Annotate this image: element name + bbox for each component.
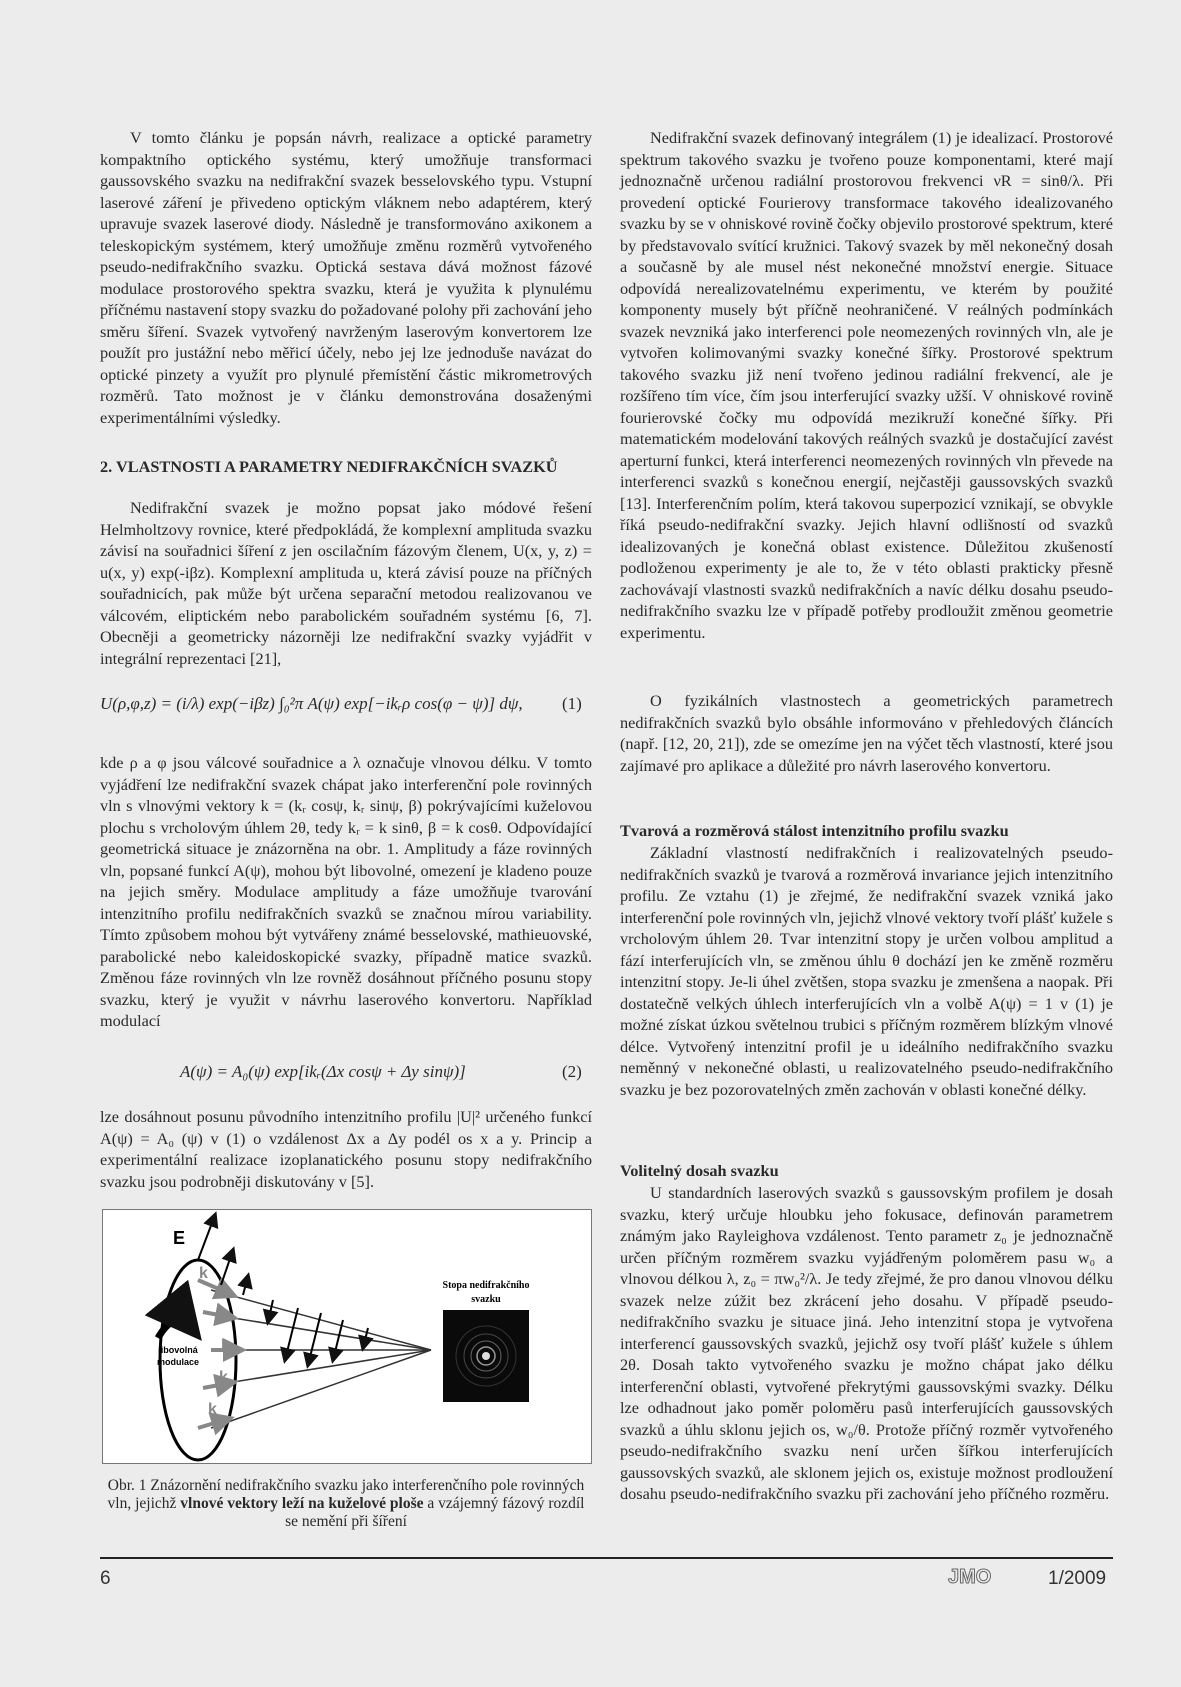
label-k: k: [219, 1305, 228, 1322]
equation-1: U(ρ,φ,z) = (i/λ) exp(−iβz) ∫₀²π A(ψ) exp[−ikᵣρ cos(φ − ψ)] dψ,: [100, 694, 523, 713]
paragraph-range: U standardních laserových svazků s gaussovským profilem je dosah svazku, který určuje hloubku jeho fokusace, definován parametrem známým jako Rayleighova vzdálenost. Tento parametr z₀ je jednoznačně určen příčným rozměrem svazku vyjádřeným poloměrem pasu w₀ a vlnovou délkou λ, z₀ = πw₀²/λ. Je tedy zřejmé, že pro danou vlnovou délku svazek nelze zúžit bez zkrácení jeho dosahu. V případě pseudo-nedifrakčního svazku je situace jiná. Jeho intenzitní stopa je vytvořena interferencí gaussovských svazků, jejichž osy tvoří plášť kužele s úhlem 2θ. Dosah takto vytvořeného svazku je možno chápat jako délku interferenční oblasti, vytvořené překrytými gaussovskými svazky. Délku lze odhadnout jako poměr poloměru pasů interferujících gaussovských svazků a úhlu sklonu jejich os, w₀/θ. Protože příčný rozměr vytvořeného pseudo-nedifrakčního svazku není určen šířkou interferujících gaussovských svazků, ale sklonem jejich os, existuje možnost prodloužení dosahu pseudo-nedifrakčního svazku při zachování jeho příčného rozměru.: [620, 1183, 1113, 1503]
spot-title: svazku: [471, 1294, 501, 1305]
label-E: E: [173, 1228, 186, 1248]
equation-2-number: (2): [562, 1062, 582, 1081]
figure-1: [102, 1209, 592, 1464]
modulation-label: modulace: [156, 1357, 200, 1367]
label-k: k: [219, 1369, 228, 1386]
subheading-range: Volitelný dosah svazku: [620, 1161, 779, 1180]
footer-rule: [100, 1557, 1113, 1559]
label-k: k: [208, 1401, 217, 1418]
label-k: k: [221, 1337, 230, 1354]
label-k: k: [199, 1265, 208, 1282]
journal-logo: JMO: [948, 1566, 992, 1588]
paragraph-shift: lze dosáhnout posunu původního intenzitního profilu |U|² určeného funkcí A(ψ) = A₀ (ψ) v (1) o vzdálenost Δx a Δy podél os x a y. Princip a experimentální realizace izoplanatického posunu stopy nedifrakčního svazku jsou podrobněji diskutovány v [5].: [100, 1107, 592, 1191]
paragraph-shape-stability: Základní vlastností nedifrakčních i realizovatelných pseudo-nedifrakčních svazků je tvarová a rozměrová invariance jejich intenzitního profilu. Ze vztahu (1) je zřejmé, že nedifrakční svazek vzniká jako interferenční pole rovinných vln, jejichž vlnové vektory tvoří plášť kužele s vrcholovým úhlem 2θ. Tvar intenzitní stopy je určen volbou amplitud a fází interferujících vln, se změnou úhlu θ dochází jen ke změně rozměru intenzitní stopy. Je-li úhel zvětšen, stopa svazku je zmenšena a naopak. Při dostatečně velkých úhlech interferujících vln a volbě A(ψ) = 1 v (1) je možné získat úzkou světelnou trubici s příčným rozměrem blízkým vlnové délce. Vytvořený intenzitní profil je u ideálního nedifrakčního svazku neměnný v nekonečné oblasti, u realizovatelného pseudo-nedifrakčního svazku je bez pozorovatelných změn zachován v oblasti konečné délky.: [620, 843, 1113, 1099]
modulation-label: libovolná: [158, 1345, 198, 1355]
paragraph-helmholtz: Nedifrakční svazek je možno popsat jako módové řešení Helmholtzovy rovnice, které předpokládá, že komplexní amplituda svazku závisí na souřadnici šíření z jen oscilačním fázovým členem, U(x, y, z) = u(x, y) exp(-iβz). Komplexní amplituda u, která závisí pouze na příčných souřadnicích, pak může být určena separační metodou realizovanou ve válcovém, eliptickém nebo parabolickém souřadném systému [6, 7]. Obecněji a geometricky názorněji lze nedifrakční svazky vyjádřit v integrální reprezentaci [21],: [100, 498, 592, 668]
nondiffracting-beam-diagram: [103, 1210, 591, 1463]
figure-caption: Obr. 1 Znázornění nedifrakčního svazku jako interferenčního pole rovinných vln, jejichž vlnové vektory leží na kuželové ploše a vzájemný fázový rozdíl se nemění při šíření: [107, 1477, 585, 1530]
equation-1-number: (1): [562, 694, 582, 713]
page-number: 6: [100, 1568, 111, 1589]
issue-number: 1/2009: [1048, 1568, 1107, 1589]
equation-2: A(ψ) = A₀(ψ) exp[ikᵣ(Δx cosψ + Δy sinψ)]: [180, 1062, 466, 1081]
section-heading: 2. VLASTNOSTI A PARAMETRY NEDIFRAKČNÍCH SVAZKŮ: [100, 457, 558, 476]
paragraph-overview: O fyzikálních vlastnostech a geometrických parametrech nedifrakčních svazků bylo obsáhle informováno v přehledových článcích (např. [12, 20, 21]), zde se omezíme jen na výčet těch vlastností, které jsou zajímavé pro aplikace a důležité pro návrh laserového konvertoru.: [620, 691, 1113, 775]
paragraph-cylindrical: kde ρ a φ jsou válcové souřadnice a λ označuje vlnovou délku. V tomto vyjádření lze nedifrakční svazek chápat jako interferenční pole rovinných vln s vlnovými vektory k = (kᵣ cosψ, kᵣ sinψ, β) pokrývajícími kuželovou plochu s vrcholovým úhlem 2θ, tedy kᵣ = k sinθ, β = k cosθ. Odpovídající geometrická situace je znázorněna na obr. 1. Amplitudy a fáze rovinných vln, popsané funkcí A(ψ), mohou být libovolné, omezení je kladeno pouze na jejich směry. Modulace amplitudy a fáze umožňuje tvarování intenzitního profilu nedifrakčních svazků se značnou mírou variability. Tímto způsobem mohou být vytvářeny známé besselovské, mathieuovské, parabolické nebo kaleidoskopické svazky, případně matice svazků. Změnou fáze rovinných vln lze rovněž dosáhnout příčného posunu stopy svazku, který je využit v návrhu laserového konvertoru. Například modulací: [100, 753, 592, 1030]
cone-rays: [211, 1290, 431, 1428]
subheading-shape-stability: Tvarová a rozměrová stálost intenzitního profilu svazku: [620, 821, 1009, 840]
intro-paragraph: V tomto článku je popsán návrh, realizace a optické parametry kompaktního optického systému, který umožňuje transformaci gaussovského svazku na nedifrakční svazek besselovského typu. Vstupní laserové záření je přivedeno optickým vláknem nebo adaptérem, který upravuje svazek laserové diody. Následně je transformováno axikonem a teleskopickým systémem, který umožňuje změnu rozměrů vytvořeného pseudo-nedifrakčního svazku. Optická sestava dává možnost fázové modulace prostorového spektra svazku, která je využita k plynulému příčnému nastavení stopy svazku do požadované polohy při zachování jeho směru šíření. Svazek vytvořený navrženým laserovým konvertorem lze použít pro justážní nebo měřicí účely, nebo jej lze jednoduše navázat do optické pinzety a využít pro plynulé přemístění částic mikrometrových rozměrů. Tato možnost je v článku demonstrována dosaženými experimentálními výsledky.: [100, 128, 592, 427]
beam-spot-image: [443, 1310, 529, 1402]
spot-title: Stopa nedifrakčního: [442, 1280, 530, 1291]
paragraph-idealization: Nedifrakční svazek definovaný integrálem (1) je idealizací. Prostorové spektrum takového svazku je tvořeno pouze komponentami, které mají jednoznačně určenou radiální prostorovou frekvenci νR = sinθ/λ. Při provedení optické Fourierovy transformace takového idealizovaného svazku by se v ohniskové rovině čočky objevilo prostorové spektrum, které by představovalo svítící kružnici. Takový svazek by měl nekonečný dosah a současně by ale musel nést nekonečné množství energie. Situace odpovídá nerealizovatelnému experimentu, ve kterém by použité komponenty musely být příčně neohraničené. V reálných podmínkách svazek nevzniká jako interferenci pole neomezených rovinných vln, ale je vytvořen kolimovanými svazky konečné šířky. Prostorové spektrum takového svazku již není tvořeno jedinou radiální frekvencí, ale je rozšířeno tím více, čím jsou interferující svazky užší. V ohniskové rovině fourierovské čočky mu odpovídá mezikruží konečné šířky. Při matematickém modelování takových reálných svazků je dostačující zavést aperturní funkci, která interferenci neomezených rovinných vln převede na interferenci svazků s konečnou energií, nejčastěji gaussovských svazků [13]. Interferenčním polím, která takovou superpozicí vznikají, se obvykle říká pseudo-nedifrakční svazky. Jejich hlavní odlišností od svazků idealizovaných je konečná oblast existence. Důležitou zkušeností podloženou experimenty je ale to, že v této oblasti prakticky přesně zachovávají vlastnosti svazků nedifrakčních a navíc délku dosahu pseudo-nedifrakčního svazku lze v případě potřeby prodloužit změnou geometrie experimentu.: [620, 128, 1113, 642]
